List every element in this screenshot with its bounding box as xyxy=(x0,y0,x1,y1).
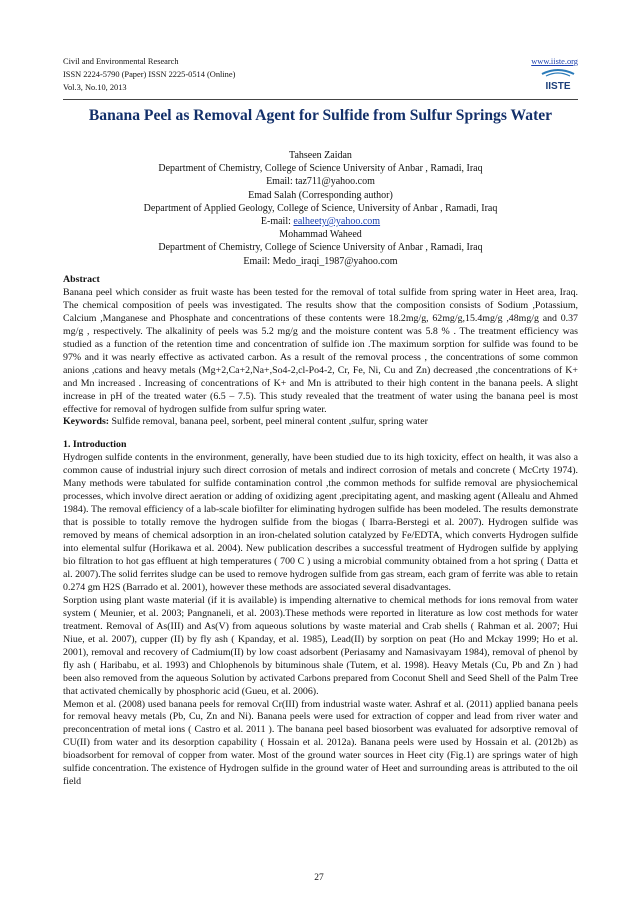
intro-paragraph: Hydrogen sulfide contents in the environment, generally, have been studied due to its high toxicity, effect on health, it was also a common cause of industrial injury such direct corrosion of metals and indirect corrosion of metals and concrete ( McCrty 1974). Many methods were tabulated for sulfide contamination control ,the common methods for sulfide removal are physiochemical processes, which involve direct aeration or adding of oxidizing agent ,precipitating agent, and masking agent (Allealu and Ahmed 1984). The removal efficiency of a lab-scale biofilter for eliminating hydrogen sulfide has been modeled. The results demonstrate that is possible to totally remove the hydrogen sulfide from the biogas ( Ibarra-Berstegi et al. 2007). Hydrogen sulfide was removed by means of chemical adsorption in an iron-chelated solution catalyzed by Fe/EDTA, which converts Hydrogen sulfide into elemental sulfur (Horikawa et al. 2004). New publication describes a successful treatment of Hydrogen sulfide by applying bio filtration to hot gas effluent at high temperatures ( 700 C ) using a microbial community obtained from a hot spring ( Datta et al. 2007).The solid ferrites sludge can be used to remove hydrogen sulfide from gas stream, each gram of ferrite was able to retain 0.274 gm H2S (Barrado et al. 2001), however these methods are associated several disadvantages. xyxy=(63,452,578,593)
paper-title: Banana Peel as Removal Agent for Sulfide from Sulfur Springs Water xyxy=(88,107,553,124)
keywords-line xyxy=(63,416,578,429)
header-divider xyxy=(63,99,578,100)
author-email: taz711@yahoo.com xyxy=(295,176,375,188)
page-number: 27 xyxy=(314,873,324,883)
author-email-line xyxy=(63,255,578,268)
author-email-line xyxy=(63,175,578,188)
author-email[interactable]: ealheety@yahoo.com xyxy=(293,216,381,228)
author-email-label: E-mail: xyxy=(260,216,291,228)
journal-name: Civil and Environmental Research xyxy=(63,57,179,66)
author-affiliation: Department of Chemistry, College of Science University of Anbar , Ramadi, Iraq xyxy=(158,163,483,175)
author-affiliation: Department of Chemistry, College of Science University of Anbar , Ramadi, Iraq xyxy=(158,242,483,254)
abstract-heading: Abstract xyxy=(63,274,100,285)
author-email: Medo_iraqi_1987@yahoo.com xyxy=(272,255,398,267)
iiste-logo-icon xyxy=(538,64,578,92)
abstract-text: Banana peel which consider as fruit waste has been tested for the removal of total sulfide from spring water in Heet area, Iraq. The chemical composition of peels was investigated. The results show that the composition consists of Sodium ,Potassium, Calcium ,Manganese and Phosphate and concentrations of these contents were 18.2mg/g, 62mg/g,15.4mg/g ,48mg/g and 0.37 mg/g , respectively. The alkalinity of peels was 5.2 mg/g and the moisture content was 5.8 % . The treatment efficiency was studied as a function of the retention time and concentration of sulfide ion .The maximum sorption for sulfide was found to be 97% and it was nearly effective as activated carbon. As a result of the removal process , the concentrations of some common anions ,cations and heavy metals (Mg+2,Ca+2,Na+,So4-2,cl-Po4-2, Cr, Fe, Ni, Cu and Zn) decreased ,the concentrations of K+ and Mn increased . Increasing of concentrations of K+ and Mn is attributed to their high content in the banana peels. A slight increase in pH of the treated water (6.5 – 7.5). This study revealed that the treatment of water using the banana peel is most effective for removal of hydrogen sulfide from sulfur spring water. xyxy=(63,286,578,415)
author-name: Emad Salah (Corresponding author) xyxy=(248,189,393,201)
intro-paragraph: Sorption using plant waste material (if it is available) is impending alternative to chemical methods for ions removal from water system ( Meunier, et al. 2003; Pangnaneli, et al. 2003).These methods were reported in literature as low cost methods for water treatment. Removal of As(III) and As(V) from aqueous solutions by waste material and Crab shells ( Rahman et al. 2007; Hui Niue, et al. 2007), cupper (II) by fly ash ( Kpanday, et al. 1985), Lead(II) by sorption on peat (Ho and Mckay 1999; Ho et al. 2001), removal and recovery of Cadmium(II) by low coast adsorbent (Periasamy and Namasivayam 1984), removal of phenol by fly ash ( Haribabu, et al. 1993) and Chlophenols by bituminous shale (Tutem, et al. 1998). Heavy Metals (Cu, Pb and Zn ) had been also removed from the aqueous Solution by activated Carbons prepared from Coconut Shell and Seed Shell of the Palm Tree that activated chemically by phosphoric acid (Gueu, et al. 2006). xyxy=(63,594,578,697)
author-affiliation: Department of Applied Geology, College of Science, University of Anbar , Ramadi, Iraq xyxy=(143,202,498,214)
author-email-label: Email: xyxy=(243,255,271,267)
svg-text:IISTE: IISTE xyxy=(545,81,571,92)
introduction-heading: 1. Introduction xyxy=(63,439,127,451)
issn-line: ISSN 2224-5790 (Paper) ISSN 2225-0514 (Online) xyxy=(63,69,236,79)
author-email-label: Email: xyxy=(266,176,293,188)
author-block xyxy=(63,149,578,268)
keywords-label: Keywords: xyxy=(63,416,110,428)
author-name: Mohammad Waheed xyxy=(279,229,362,241)
running-header xyxy=(63,56,578,94)
author-name: Tahseen Zaidan xyxy=(289,150,352,161)
author-email-line xyxy=(63,215,578,228)
intro-paragraph: Memon et al. (2008) used banana peels for removal Cr(III) from industrial waste water. Ashraf et al. (2011) applied banana peels for removal heavy metals (Pb, Cu, Zn and Ni). Banana peels were used for extraction of copper and lead from river water and preconcentration of metal ions ( Castro et al. 2011 ). The banana peel based biosorbent was evaluated for adsorptive removal of CU(II) from water and its desorption capability ( Hossain et al. 2012a). Banana peels were used by Hossain et al. (2012b) as bioadsorbent for removal of copper from water. Most of the ground water sources in Heet city (Fig.1) are springs water of high sulfide concentration. The existence of Hydrogen sulfide in the ground water of Heet and surrounding areas is attributed to the oil field xyxy=(63,698,578,788)
keywords-text: Sulfide removal, banana peel, sorbent, peel mineral content ,sulfur, spring water xyxy=(111,416,428,428)
volume-line: Vol.3, No.10, 2013 xyxy=(63,82,127,92)
journal-url-link[interactable]: www.iiste.org xyxy=(531,57,578,66)
paper-body xyxy=(63,274,578,789)
